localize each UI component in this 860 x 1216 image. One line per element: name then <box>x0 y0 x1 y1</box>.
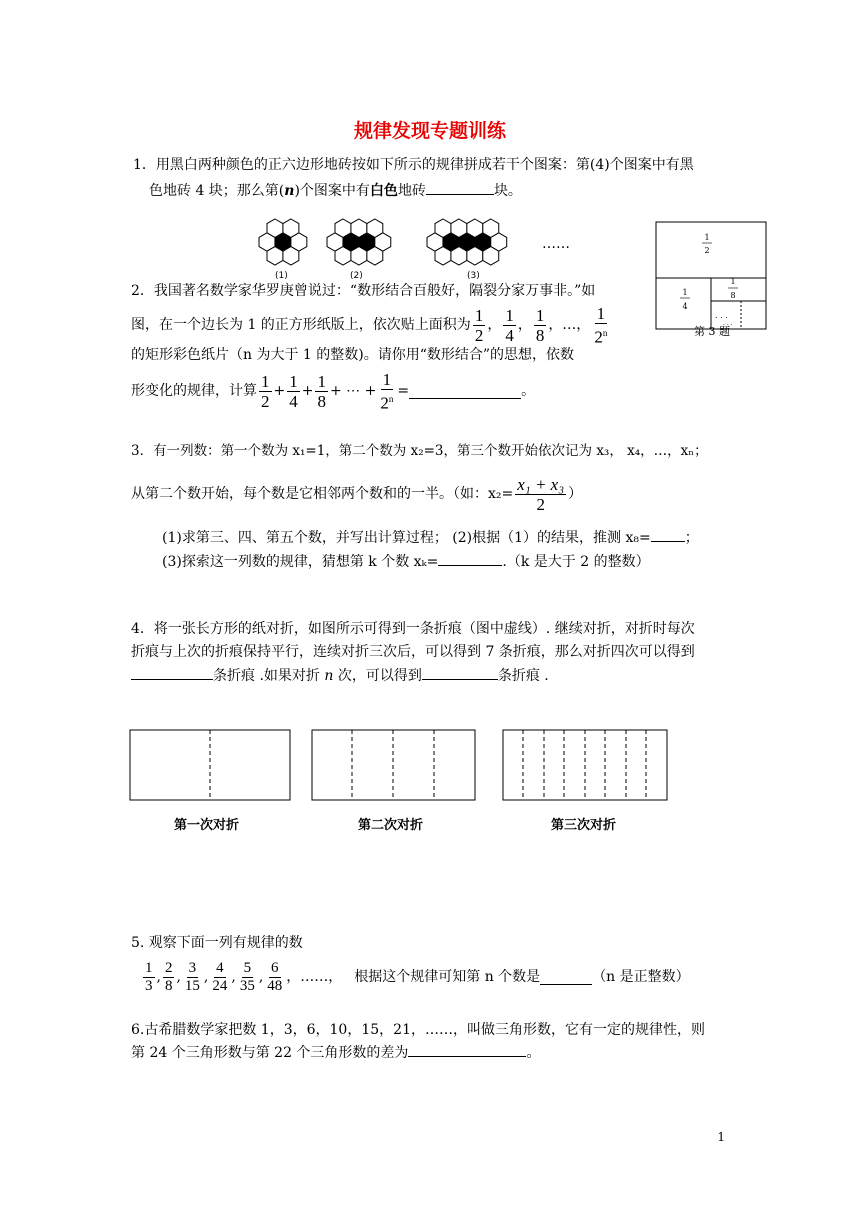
q4-line1: 4．将一张长方形的纸对折，如图所示可得到一条折痕（图中虚线）. 继续对折，对折时每次 <box>131 621 695 637</box>
q3-sub1-text: (1)求第三、四、第五个数，并写出计算过程； (2)根据（1）的结果，推测 x₈= <box>162 530 651 546</box>
q5-text: 根据这个规律可知第 n 个数是 <box>354 969 541 985</box>
white-tile <box>451 219 467 237</box>
q4-n: n <box>324 668 334 684</box>
white-tile <box>283 219 299 237</box>
q2-frac-3: $\frac{1}{8}$ <box>535 305 545 345</box>
fig-quarter-den: 4 <box>682 302 688 311</box>
q5-frac-4: $\frac{4}{24}$ <box>212 959 228 994</box>
q1-answer-blank[interactable] <box>426 180 494 195</box>
q3-sub1 <box>162 527 699 548</box>
q5-line2: $\frac{1}{3}$ , $\frac{2}{8}$ , $\frac{3}{15}$ , $\frac{4}{24}$ , $\frac{5}{35}$ , $\frac{6}{48}$ ，……， 根据这个规律可知第 n 个数是 （n 是正整数） <box>145 959 690 994</box>
fig-eighth-num: 1 <box>730 277 736 286</box>
fold-caption-1: 第一次对折 <box>174 818 240 833</box>
q3-sub1-end: ； <box>684 530 699 546</box>
q5-frac-2: $\frac{2}{8}$ <box>164 959 173 994</box>
q2-end: 。 <box>521 383 536 399</box>
q2-text: 图，在一个边长为 1 的正方形纸版上，依次贴上面积为 <box>131 317 471 333</box>
q2-line4: 形变化的规律，计算 $\frac{1}{2}$ + $\frac{1}{4}$ + $\frac{1}{8}$ + ⋯ + $\frac{1}{2^n}$ = 。 <box>131 369 536 413</box>
fig-half-den: 2 <box>704 246 710 255</box>
q6-text: 第 24 个三角形数与第 22 个三角形数的差为 <box>131 1045 409 1061</box>
q1-text-d: 块。 <box>493 183 522 199</box>
white-tile <box>367 247 383 265</box>
white-tile <box>335 247 351 265</box>
q3-sub3 <box>162 551 650 572</box>
q4-text-b: 次，可以得到 <box>333 668 422 684</box>
figure-caption: 第 3 题 <box>694 325 730 338</box>
fold-caption-3: 第三次对折 <box>551 818 617 833</box>
q5-end: （n 是正整数） <box>592 969 690 985</box>
q4-text-c: 条折痕 . <box>497 668 549 684</box>
q4-text-a: 条折痕 .如果对折 <box>213 668 325 684</box>
q5-tail: ，……， <box>286 969 343 985</box>
hexagon-tile-patterns <box>255 218 595 280</box>
q6-line2 <box>131 1042 540 1063</box>
q6-answer-blank[interactable] <box>408 1042 526 1057</box>
pattern-label-3: (3) <box>467 271 480 280</box>
pattern-label-2: (2) <box>350 271 363 280</box>
q3-xk-blank[interactable] <box>438 551 502 566</box>
white-tile <box>367 219 383 237</box>
q2-sum-frac-1: $\frac{1}{2}$ <box>261 371 270 411</box>
q3-line2 <box>131 472 582 516</box>
q1-text-a: 色地砖 4 块；那么第( <box>149 183 285 199</box>
q1-text-b: )个图案中有 <box>294 183 370 199</box>
q2-dots: ，…， <box>548 317 591 333</box>
q1-line1: 1．用黑白两种颜色的正六边形地砖按如下所示的规律拼成若干个图案：第(4)个图案中有黑 <box>133 157 694 173</box>
q3-example-frac: $\frac{\text{x₁ + x₃}}{2}$ <box>517 474 565 514</box>
q3-text-end: ） <box>568 486 583 502</box>
white-tile <box>283 247 299 265</box>
q5-frac-3: $\frac{3}{15}$ <box>184 959 200 994</box>
page-title: 规律发现专题训练 <box>353 120 506 142</box>
q5-frac-5: $\frac{5}{35}$ <box>239 959 255 994</box>
white-tile <box>435 219 451 237</box>
q2-frac-2: $\frac{1}{4}$ <box>505 305 514 345</box>
pattern-ellipsis: …… <box>542 236 570 252</box>
q2-frac-1: $\frac{1}{2}$ <box>474 305 484 345</box>
fold-caption-2: 第二次对折 <box>358 818 424 833</box>
q5-frac-6: $\frac{6}{48}$ <box>267 959 283 994</box>
folding-diagrams <box>129 729 671 803</box>
q2-sum-frac-2: $\frac{1}{4}$ <box>289 371 298 411</box>
q6-line1: 6.古希腊数学家把数 1，3，6，10，15，21，……，叫做三角形数，它有一定的规律性，则 <box>131 1022 705 1038</box>
white-tile <box>351 247 367 265</box>
q5-line1: 5. 观察下面一列有规律的数 <box>131 935 303 951</box>
fig-half-num: 1 <box>704 233 710 242</box>
q4-line2: 折痕与上次的折痕保持平行，连续对折三次后，可以得到 7 条折痕，那么对折四次可以得到 <box>131 644 695 660</box>
q2-line2: 图，在一个边长为 1 的正方形纸版上，依次贴上面积为 $\frac{1}{2}$ ， $\frac{1}{4}$ ， $\frac{1}{8}$ ，…， $\frac{1}{2^n}$ <box>131 303 608 347</box>
white-tile <box>483 247 499 265</box>
page-number: 1 <box>717 1130 725 1144</box>
white-tile <box>451 247 467 265</box>
q2-sum-frac-3: $\frac{1}{8}$ <box>317 371 326 411</box>
q3-x8-blank[interactable] <box>651 527 685 542</box>
white-tile <box>267 219 283 237</box>
white-tile <box>435 247 451 265</box>
q4-line3 <box>131 665 549 686</box>
q2-compute-text: 形变化的规律，计算 <box>131 383 257 399</box>
pattern-label-1: (1) <box>275 271 288 280</box>
q3-sub3-end: .（k 是大于 2 的整数） <box>502 554 650 570</box>
q4-four-folds-blank[interactable] <box>131 665 213 680</box>
white-tile <box>467 247 483 265</box>
q2-equals: = <box>397 383 410 399</box>
white-tile <box>335 219 351 237</box>
white-tile <box>267 247 283 265</box>
white-tile <box>351 219 367 237</box>
q2-answer-blank[interactable] <box>409 384 521 399</box>
q1-line2 <box>149 180 522 201</box>
q1-n: n <box>284 183 295 199</box>
white-tile <box>467 219 483 237</box>
fig-small-dots-2: . . . <box>723 320 733 327</box>
q1-text-c: 地砖 <box>397 183 426 199</box>
fig-quarter-num: 1 <box>682 288 688 297</box>
q1-emphasis: 白色 <box>369 183 398 199</box>
q3-sub3-text: (3)探索这一列数的规律，猜想第 k 个数 xₖ= <box>162 554 439 570</box>
q2-frac-last: $\frac{1}{2^n}$ <box>594 303 608 347</box>
white-tile <box>483 219 499 237</box>
fig-eighth-den: 8 <box>730 291 736 300</box>
q6-end: 。 <box>526 1045 541 1061</box>
q4-n-folds-blank[interactable] <box>422 665 498 680</box>
q3-text: 从第二个数开始，每个数是它相邻两个数和的一半。（如：x₂= <box>131 486 514 502</box>
q2-sum-frac-last: $\frac{1}{2^n}$ <box>380 369 394 413</box>
q2-line1: 2．我国著名数学家华罗庚曾说过：“数形结合百般好，隔裂分家万事非。”如 <box>131 283 596 299</box>
fig-small-dots: . . . <box>715 311 728 320</box>
q5-answer-blank[interactable] <box>540 970 592 985</box>
q5-frac-1: $\frac{1}{3}$ <box>145 959 153 994</box>
q2-line3: 的矩形彩色纸片（n 为大于 1 的整数)。请你用“数形结合”的思想，依数 <box>131 347 575 363</box>
q3-line1: 3．有一列数：第一个数为 x₁=1，第二个数为 x₂=3，第三个数开始依次记为 x₃， x₄，…，xₙ； <box>131 443 708 459</box>
